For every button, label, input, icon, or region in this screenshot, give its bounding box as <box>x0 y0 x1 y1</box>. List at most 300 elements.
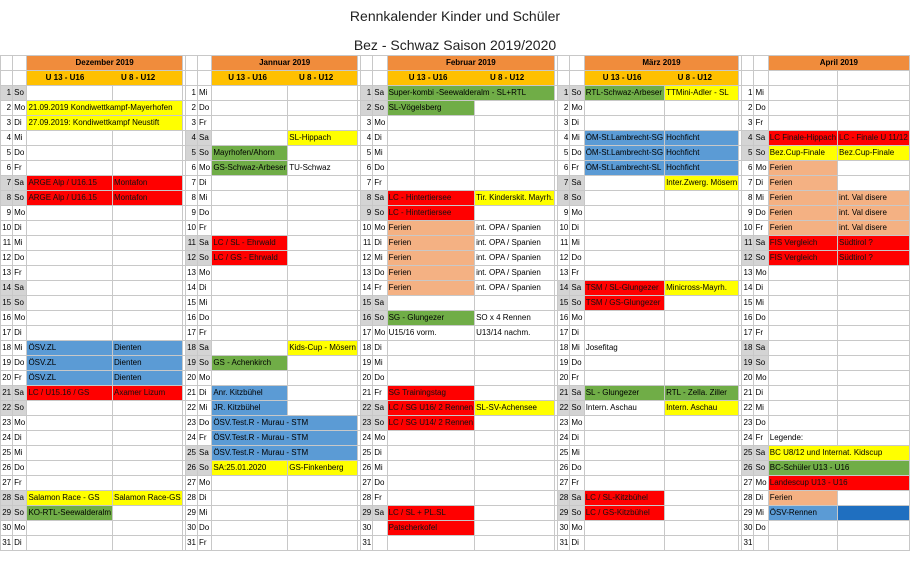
blank-cell <box>387 296 475 311</box>
table-row <box>1 86 910 101</box>
weekday: Sa <box>373 506 387 521</box>
event-cell: Ferien <box>768 491 837 506</box>
event-cell: LC / GS - Ehrwald <box>212 251 288 266</box>
blank-cell <box>112 311 182 326</box>
day-number: 1 <box>1 86 13 101</box>
weekday: Di <box>198 281 212 296</box>
blank-cell <box>1 56 13 71</box>
race-calendar-table <box>0 55 910 551</box>
weekday: Mi <box>754 86 768 101</box>
blank-cell <box>838 326 910 341</box>
blank-cell <box>288 326 358 341</box>
day-number: 20 <box>185 371 197 386</box>
blank-cell <box>665 341 739 356</box>
day-number: 23 <box>1 416 13 431</box>
day-number: 28 <box>185 491 197 506</box>
weekday: Fr <box>754 116 768 131</box>
event-cell: ÖSV.Test.R - Murau - STM <box>212 416 358 431</box>
event-cell: SL-Hippach <box>288 131 358 146</box>
blank-cell <box>212 476 288 491</box>
blank-cell <box>768 326 837 341</box>
blank-cell <box>112 206 182 221</box>
blank-cell <box>387 146 475 161</box>
weekday: Mo <box>570 101 584 116</box>
event-cell: ARGE Alp / U16.15 <box>27 191 113 206</box>
day-number: 24 <box>361 431 373 446</box>
event-cell: ÖM-St.Lambrecht-SG <box>584 146 664 161</box>
day-number: 23 <box>742 416 754 431</box>
blank-cell <box>13 71 27 86</box>
blank-cell <box>212 176 288 191</box>
day-number: 23 <box>558 416 570 431</box>
blank-cell <box>288 521 358 536</box>
day-number: 30 <box>361 521 373 536</box>
day-number: 22 <box>1 401 13 416</box>
blank-cell <box>838 536 910 551</box>
blank-cell <box>112 506 182 521</box>
blank-cell <box>212 221 288 236</box>
day-number: 14 <box>185 281 197 296</box>
day-number: 20 <box>558 371 570 386</box>
table-row <box>1 161 910 176</box>
weekday: Sa <box>754 131 768 146</box>
blank-cell <box>212 521 288 536</box>
blank-cell <box>212 131 288 146</box>
day-number: 10 <box>361 221 373 236</box>
blank-cell <box>387 176 475 191</box>
weekday: Di <box>198 176 212 191</box>
weekday: So <box>13 401 27 416</box>
day-number: 15 <box>361 296 373 311</box>
weekday: So <box>373 416 387 431</box>
event-cell: ÖSV.ZL <box>27 356 113 371</box>
day-number: 16 <box>558 311 570 326</box>
weekday: Di <box>570 116 584 131</box>
weekday: Do <box>373 266 387 281</box>
day-number: 24 <box>742 431 754 446</box>
blank-cell <box>584 191 664 206</box>
blank-cell <box>475 296 555 311</box>
age-group-u8-u12: U 8 - U12 <box>677 73 712 82</box>
age-group-header <box>387 71 555 86</box>
event-cell: int. OPA / Spanien <box>475 251 555 266</box>
table-row <box>1 281 910 296</box>
weekday: So <box>13 86 27 101</box>
blank-cell <box>584 446 664 461</box>
blank-cell <box>27 401 113 416</box>
weekday: Sa <box>754 236 768 251</box>
weekday: Mo <box>754 371 768 386</box>
blank-cell <box>112 131 182 146</box>
blank-cell <box>584 461 664 476</box>
blank-cell <box>768 266 837 281</box>
weekday: Mo <box>754 476 768 491</box>
table-row <box>1 176 910 191</box>
day-number: 20 <box>1 371 13 386</box>
day-number: 5 <box>361 146 373 161</box>
weekday: Mi <box>13 131 27 146</box>
event-cell: Ferien <box>768 176 837 191</box>
age-group-header <box>212 71 358 86</box>
event-cell: Landescup U13 - U16 <box>768 476 909 491</box>
weekday: Fr <box>13 161 27 176</box>
blank-cell <box>584 101 664 116</box>
table-row <box>1 371 910 386</box>
blank-cell <box>838 311 910 326</box>
table-row <box>1 266 910 281</box>
blank-cell <box>570 71 584 86</box>
event-cell: SO x 4 Rennen <box>475 311 555 326</box>
month-header: März 2019 <box>584 56 739 71</box>
blank-cell <box>665 101 739 116</box>
blank-cell <box>584 116 664 131</box>
day-number: 10 <box>742 221 754 236</box>
age-group-header <box>27 71 182 86</box>
event-cell: int. OPA / Spanien <box>475 266 555 281</box>
calendar-subtitle: Bez - Schwaz Saison 2019/2020 <box>353 37 557 53</box>
weekday: Mi <box>754 296 768 311</box>
weekday: Sa <box>754 446 768 461</box>
event-cell: SL-SV-Achensee <box>475 401 555 416</box>
blank-cell <box>665 536 739 551</box>
day-number: 2 <box>742 101 754 116</box>
event-cell: Ferien <box>768 161 837 176</box>
weekday: So <box>198 356 212 371</box>
event-cell: TU-Schwaz <box>288 161 358 176</box>
event-cell: Südtirol ? <box>838 236 910 251</box>
age-group-u13-u16: U 13 - U16 <box>602 73 642 82</box>
day-number: 5 <box>1 146 13 161</box>
month-header: Februar 2019 <box>387 56 555 71</box>
weekday: Mi <box>570 341 584 356</box>
blank-cell <box>27 221 113 236</box>
blank-cell <box>212 101 288 116</box>
blank-cell <box>742 71 754 86</box>
blank-cell <box>27 296 113 311</box>
weekday: Mo <box>13 311 27 326</box>
blank-cell <box>475 356 555 371</box>
event-cell: Super-kombi -Seewalderalm - SL+RTL <box>387 86 555 101</box>
day-number: 18 <box>185 341 197 356</box>
weekday: Do <box>373 371 387 386</box>
day-number: 3 <box>742 116 754 131</box>
blank-cell <box>558 56 570 71</box>
blank-cell <box>838 431 910 446</box>
day-number: 25 <box>361 446 373 461</box>
blank-cell <box>768 86 837 101</box>
weekday: Mo <box>13 101 27 116</box>
blank-cell <box>288 251 358 266</box>
event-cell: Ferien <box>768 206 837 221</box>
event-cell: Kids-Cup - Mösern <box>288 341 358 356</box>
blank-cell <box>185 56 197 71</box>
table-row <box>1 311 910 326</box>
blank-cell <box>584 536 664 551</box>
event-cell: FIS Vergleich <box>768 236 837 251</box>
blank-cell <box>584 476 664 491</box>
blank-cell <box>27 446 113 461</box>
weekday: Di <box>754 281 768 296</box>
blank-cell <box>475 176 555 191</box>
day-number: 17 <box>1 326 13 341</box>
weekday: Do <box>754 416 768 431</box>
weekday: Di <box>13 536 27 551</box>
event-cell: int. Val disere <box>838 191 910 206</box>
blank-cell <box>584 416 664 431</box>
blank-cell <box>475 491 555 506</box>
day-number: 27 <box>742 476 754 491</box>
day-number: 5 <box>742 146 754 161</box>
weekday: Do <box>754 101 768 116</box>
blank-cell <box>112 461 182 476</box>
weekday: Fr <box>754 326 768 341</box>
blank-cell <box>584 206 664 221</box>
blank-cell <box>112 296 182 311</box>
blank-cell <box>387 491 475 506</box>
weekday: So <box>754 461 768 476</box>
blank-cell <box>13 56 27 71</box>
blank-cell <box>288 356 358 371</box>
blank-cell <box>665 416 739 431</box>
day-number: 15 <box>558 296 570 311</box>
blank-cell <box>475 116 555 131</box>
event-cell: BC U8/12 und Internat. Kidscup <box>768 446 909 461</box>
blank-cell <box>742 56 754 71</box>
day-number: 28 <box>558 491 570 506</box>
blank-cell <box>665 221 739 236</box>
day-number: 31 <box>361 536 373 551</box>
day-number: 16 <box>1 311 13 326</box>
event-cell: int. OPA / Spanien <box>475 236 555 251</box>
day-number: 13 <box>361 266 373 281</box>
event-cell: SG Trainingstag <box>387 386 475 401</box>
blank-cell <box>584 221 664 236</box>
blank-cell <box>665 476 739 491</box>
weekday: So <box>373 311 387 326</box>
day-number: 14 <box>361 281 373 296</box>
blank-cell <box>584 326 664 341</box>
event-cell: LC / SG U14/ 2 Rennen <box>387 416 475 431</box>
event-cell: TTMini-Adler - SL <box>665 86 739 101</box>
event-cell: Ferien <box>387 236 475 251</box>
weekday: Sa <box>198 236 212 251</box>
blank-cell <box>288 536 358 551</box>
event-cell: Legende: <box>768 431 837 446</box>
weekday: Sa <box>13 386 27 401</box>
event-cell: 27.09.2019: Kondiwettkampf Neustift <box>27 116 182 131</box>
weekday: Mo <box>13 521 27 536</box>
day-number: 3 <box>1 116 13 131</box>
blank-cell <box>387 341 475 356</box>
age-group-u13-u16: U 13 - U16 <box>45 73 85 82</box>
event-cell: LC Finale-Hippach <box>768 131 837 146</box>
weekday: Mi <box>373 356 387 371</box>
weekday: Fr <box>198 116 212 131</box>
day-number: 25 <box>742 446 754 461</box>
day-number: 1 <box>361 86 373 101</box>
weekday: Di <box>13 326 27 341</box>
event-cell: int. Val disere <box>838 206 910 221</box>
weekday: Fr <box>13 476 27 491</box>
day-number: 8 <box>361 191 373 206</box>
day-number: 18 <box>361 341 373 356</box>
blank-cell <box>112 236 182 251</box>
event-cell: int. OPA / Spanien <box>475 221 555 236</box>
event-cell: Ferien <box>768 191 837 206</box>
blank-cell <box>361 71 373 86</box>
event-cell: Josefitag <box>584 341 664 356</box>
weekday: Mo <box>198 266 212 281</box>
weekday: Fr <box>754 221 768 236</box>
day-number: 2 <box>361 101 373 116</box>
weekday: Di <box>570 536 584 551</box>
event-cell: ÖSV.ZL <box>27 371 113 386</box>
blank-cell <box>838 371 910 386</box>
weekday: Fr <box>373 176 387 191</box>
blank-cell <box>112 536 182 551</box>
event-cell: Ferien <box>387 251 475 266</box>
weekday: Do <box>198 311 212 326</box>
blank-cell <box>212 341 288 356</box>
blank-cell <box>288 236 358 251</box>
blank-cell <box>475 431 555 446</box>
weekday: Sa <box>373 86 387 101</box>
blank-cell <box>584 371 664 386</box>
blank-cell <box>475 416 555 431</box>
weekday: So <box>198 461 212 476</box>
weekday: Mo <box>754 266 768 281</box>
day-number: 10 <box>185 221 197 236</box>
weekday: So <box>13 296 27 311</box>
weekday: Mo <box>13 416 27 431</box>
weekday: Mi <box>198 506 212 521</box>
weekday: Mi <box>198 401 212 416</box>
day-number: 1 <box>742 86 754 101</box>
blank-cell <box>584 311 664 326</box>
table-row <box>1 236 910 251</box>
blank-cell <box>27 236 113 251</box>
day-number: 12 <box>558 251 570 266</box>
event-cell: Salamon Race - GS <box>27 491 113 506</box>
day-number: 6 <box>361 161 373 176</box>
table-row <box>1 491 910 506</box>
blank-cell <box>768 416 837 431</box>
blank-cell <box>475 101 555 116</box>
blank-cell <box>212 311 288 326</box>
day-number: 3 <box>185 116 197 131</box>
weekday: So <box>13 191 27 206</box>
weekday: Mi <box>754 401 768 416</box>
day-number: 22 <box>558 401 570 416</box>
blank-cell <box>212 536 288 551</box>
table-row <box>1 101 910 116</box>
day-number: 11 <box>742 236 754 251</box>
day-number: 24 <box>1 431 13 446</box>
event-cell: SL-Vögelsberg <box>387 101 475 116</box>
day-number: 19 <box>185 356 197 371</box>
day-number: 19 <box>361 356 373 371</box>
day-number: 7 <box>558 176 570 191</box>
table-row <box>1 131 910 146</box>
day-number: 13 <box>1 266 13 281</box>
event-cell: Südtirol ? <box>838 251 910 266</box>
blank-cell <box>288 491 358 506</box>
blank-cell <box>27 131 113 146</box>
table-row <box>1 341 910 356</box>
weekday: So <box>570 296 584 311</box>
blank-cell <box>475 476 555 491</box>
event-cell: Hochficht <box>665 161 739 176</box>
blank-cell <box>387 161 475 176</box>
blank-cell <box>838 86 910 101</box>
day-number: 18 <box>742 341 754 356</box>
blank-cell <box>212 206 288 221</box>
weekday: So <box>13 506 27 521</box>
age-group-header <box>584 71 739 86</box>
blank-cell <box>212 506 288 521</box>
age-group-u13-u16: U 13 - U16 <box>228 73 267 82</box>
weekday: Fr <box>13 266 27 281</box>
blank-cell <box>665 491 739 506</box>
blank-cell <box>665 431 739 446</box>
weekday: Mi <box>570 236 584 251</box>
day-number: 18 <box>558 341 570 356</box>
blank-cell <box>27 326 113 341</box>
weekday: Mi <box>13 236 27 251</box>
blank-cell <box>584 176 664 191</box>
weekday: So <box>754 146 768 161</box>
blank-cell <box>288 206 358 221</box>
weekday: Mo <box>570 521 584 536</box>
weekday: So <box>373 206 387 221</box>
day-number: 19 <box>1 356 13 371</box>
blank-cell <box>665 206 739 221</box>
weekday: Mo <box>373 431 387 446</box>
blank-cell <box>112 251 182 266</box>
day-number: 5 <box>558 146 570 161</box>
table-row <box>1 116 910 131</box>
weekday: Di <box>373 341 387 356</box>
blank-cell <box>27 431 113 446</box>
blank-cell <box>475 146 555 161</box>
day-number: 27 <box>361 476 373 491</box>
weekday: Sa <box>570 386 584 401</box>
weekday: Mi <box>198 296 212 311</box>
weekday: Di <box>570 326 584 341</box>
weekday: Di <box>198 491 212 506</box>
weekday: Mi <box>754 191 768 206</box>
day-number: 25 <box>558 446 570 461</box>
blank-cell <box>288 221 358 236</box>
event-cell: Dienten <box>112 356 182 371</box>
table-row <box>1 146 910 161</box>
blank-cell <box>558 71 570 86</box>
blank-cell <box>288 506 358 521</box>
weekday: Sa <box>198 446 212 461</box>
day-number: 23 <box>361 416 373 431</box>
blank-cell <box>475 461 555 476</box>
weekday: Do <box>13 461 27 476</box>
blank-cell <box>27 206 113 221</box>
blank-cell <box>838 116 910 131</box>
event-cell: TSM / GS-Glungezer <box>584 296 664 311</box>
day-number: 7 <box>361 176 373 191</box>
weekday: Do <box>570 356 584 371</box>
blank-cell <box>27 476 113 491</box>
day-number: 6 <box>185 161 197 176</box>
day-number: 3 <box>361 116 373 131</box>
table-row <box>1 536 910 551</box>
